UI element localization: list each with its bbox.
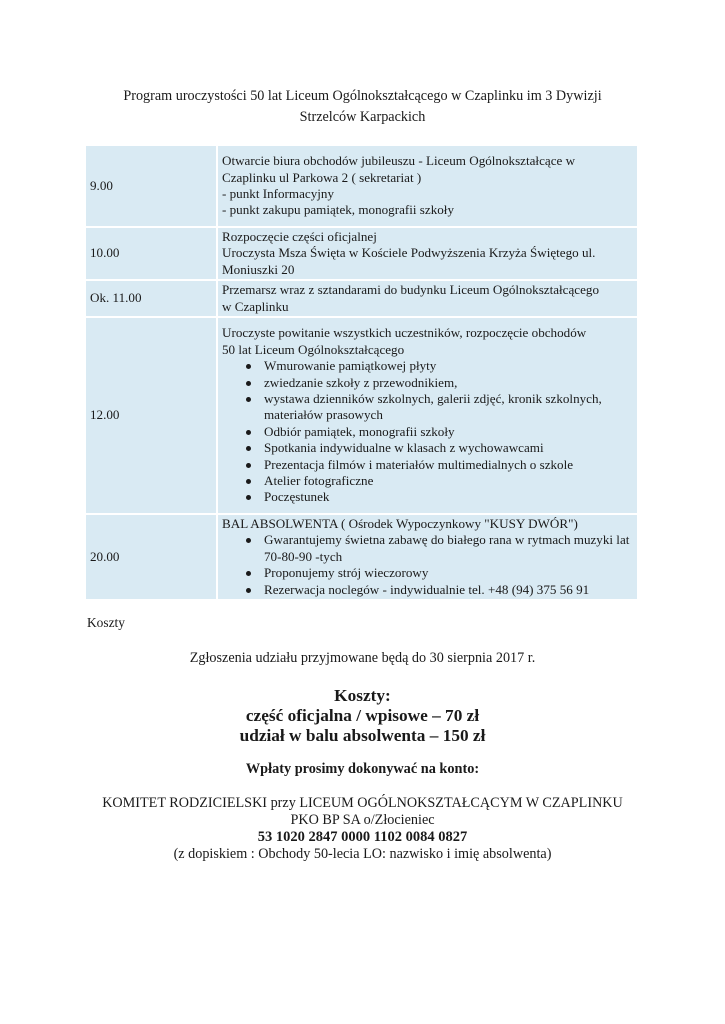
cost-ball: udział w balu absolwenta – 150 zł — [239, 726, 486, 745]
schedule-description-line: Otwarcie biura obchodów jubileuszu - Liceum Ogólnokształcące w — [222, 153, 576, 169]
schedule-description-line: Przemarsz wraz z sztandarami do budynku Liceum Ogólnokształcącego — [222, 282, 600, 298]
schedule-description — [218, 515, 637, 599]
title-line-2: Strzelców Karpackich — [299, 109, 426, 125]
schedule-description-line: Uroczyste powitanie wszystkich uczestników, rozpoczęcie obchodów — [222, 325, 587, 341]
schedule-time: Ok. 11.00 — [86, 281, 216, 316]
costs-heading: Koszty: — [334, 686, 391, 705]
schedule-row — [86, 146, 637, 226]
schedule-bullet-item: zwiedzanie szkoły z przewodnikiem, — [264, 375, 633, 391]
schedule-description — [218, 146, 637, 226]
schedule-description — [218, 318, 637, 513]
schedule-bullet-item: Proponujemy strój wieczorowy — [264, 565, 633, 581]
document-title — [90, 86, 635, 128]
payment-note: (z dopiskiem : Obchody 50-lecia LO: nazwisko i imię absolwenta) — [173, 846, 552, 862]
schedule-description-line: - punkt zakupu pamiątek, monografii szkoły — [222, 202, 454, 218]
schedule-bullet-item: Odbiór pamiątek, monografii szkoły — [264, 424, 633, 440]
schedule-row — [86, 515, 637, 599]
schedule-description — [218, 281, 637, 316]
registration-deadline: Zgłoszenia udziału przyjmowane będą do 30 sierpnia 2017 r. — [189, 650, 536, 666]
schedule-description-line: BAL ABSOLWENTA ( Ośrodek Wypoczynkowy "KUSY DWÓR") — [222, 516, 578, 532]
schedule-bullet-item: Gwarantujemy świetna zabawę do białego rana w rytmach muzyki lat 70-80-90 -tych — [264, 532, 633, 565]
schedule-time: 10.00 — [86, 228, 216, 279]
schedule-row — [86, 281, 637, 316]
account-number: 53 1020 2847 0000 1102 0084 0827 — [257, 829, 468, 845]
costs-label: Koszty — [87, 615, 125, 630]
schedule-bullet-list — [222, 532, 633, 598]
schedule-bullet-item: Prezentacja filmów i materiałów multimedialnych o szkole — [264, 457, 633, 473]
schedule-bullet-item: Spotkania indywidualne w klasach z wychowawcami — [264, 440, 633, 456]
schedule-description-line: w Czaplinku — [222, 298, 289, 314]
schedule-bullet-item: Atelier fotograficzne — [264, 473, 633, 489]
schedule-table — [84, 144, 639, 601]
schedule-description-line: Czaplinku ul Parkowa 2 ( sekretariat ) — [222, 169, 422, 185]
schedule-bullet-list — [222, 358, 633, 506]
schedule-description-line: Moniuszki 20 — [222, 261, 295, 277]
cost-official: część oficjalna / wpisowe – 70 zł — [245, 706, 480, 725]
schedule-time: 9.00 — [86, 146, 216, 226]
schedule-row — [86, 228, 637, 279]
schedule-bullet-item: wystawa dzienników szkolnych, galerii zdjęć, kronik szkolnych, materiałów prasowych — [264, 391, 633, 424]
schedule-bullet-item: Wmurowanie pamiątkowej płyty — [264, 358, 633, 374]
payment-heading: Wpłaty prosimy dokonywać na konto: — [245, 761, 480, 777]
schedule-description-line: - punkt Informacyjny — [222, 186, 334, 201]
schedule-description-line: Uroczysta Msza Święta w Kościele Podwyższenia Krzyża Świętego ul. — [222, 245, 596, 261]
schedule-bullet-item: Poczęstunek — [264, 489, 633, 505]
schedule-description-line: 50 lat Liceum Ogólnokształcącego — [222, 341, 405, 357]
bank-name: PKO BP SA o/Złocieniec — [290, 812, 435, 828]
schedule-bullet-item: Rezerwacja noclegów - indywidualnie tel. +48 (94) 375 56 91 — [264, 582, 633, 598]
schedule-row — [86, 318, 637, 513]
schedule-description — [218, 228, 637, 279]
title-line-1: Program uroczystości 50 lat Liceum Ogólnokształcącego w Czaplinku im 3 Dywizji — [123, 88, 602, 104]
schedule-description-line: Rozpoczęcie części oficjalnej — [222, 229, 377, 244]
committee-name: KOMITET RODZICIELSKI przy LICEUM OGÓLNOKSZTAŁCĄCYM W CZAPLINKU — [102, 795, 623, 811]
schedule-time: 20.00 — [86, 515, 216, 599]
schedule-time: 12.00 — [86, 318, 216, 513]
